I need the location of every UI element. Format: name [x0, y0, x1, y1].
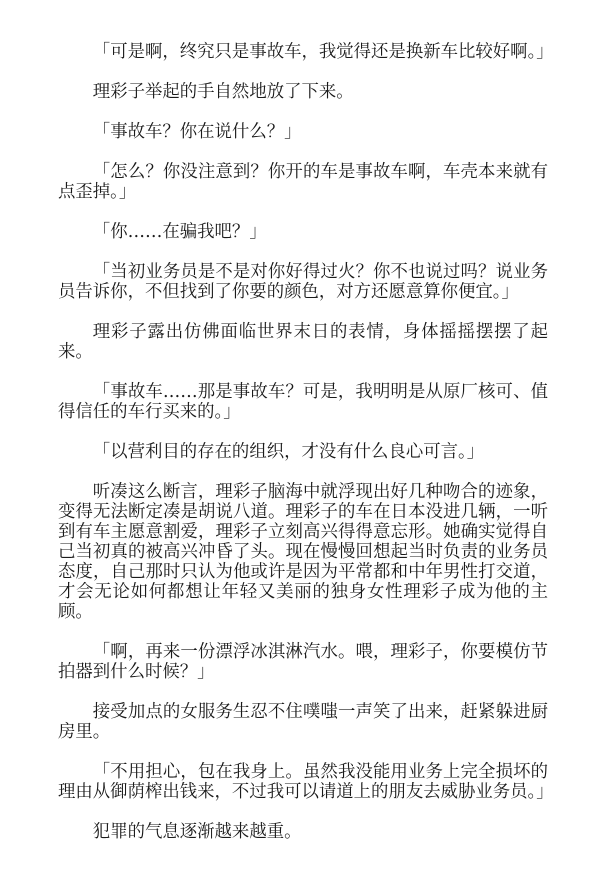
paragraph: 理彩子露出仿佛面临世界末日的表情，身体摇摇摆摆了起来。 [58, 322, 548, 362]
paragraph: 「不用担心，包在我身上。虽然我没能用业务上完全损坏的理由从御荫榨出钱来，不过我可以请道上的朋友去威胁业务员。」 [58, 762, 554, 802]
paragraph: 「怎么？你没注意到？你开的车是事故车啊，车壳本来就有点歪掉。」 [58, 162, 548, 202]
paragraph: 「事故车……那是事故车？可是，我明明是从原厂核可、值得信任的车行买来的。」 [58, 382, 548, 422]
paragraph: 「你……在骗我吧？」 [92, 222, 267, 242]
paragraph: 理彩子举起的手自然地放了下来。 [92, 82, 354, 102]
paragraph: 接受加点的女服务生忍不住噗嗤一声笑了出来，赶紧躲进厨房里。 [58, 702, 548, 742]
paragraph: 犯罪的气息逐渐越来越重。 [92, 822, 302, 842]
paragraph: 「当初业务员是不是对你好得过火？你不也说过吗？说业务员告诉你，不但找到了你要的颜色，对方还愿意算你便宜。」 [58, 262, 548, 302]
paragraph: 「以营利目的存在的组织，才没有什么良心可言。」 [92, 442, 485, 462]
document-page [58, 42, 554, 862]
paragraph: 「啊，再来一份漂浮冰淇淋汽水。喂，理彩子，你要模仿节拍器到什么时候？」 [58, 642, 548, 682]
paragraph: 「事故车？你在说什么？」 [92, 122, 302, 142]
paragraph: 「可是啊，终究只是事故车，我觉得还是换新车比较好啊。」 [92, 42, 554, 62]
paragraph: 听凑这么断言，理彩子脑海中就浮现出好几种吻合的迹象，变得无法断定凑是胡说八道。理彩子的车在日本没进几辆，一听到有车主愿意割爱，理彩子立刻高兴得得意忘形。她确实觉得自己当初真的被高兴冲昏了头。现在慢慢回想起当时负责的业务员态度，自己那时只认为他或许是因为平常都和中年男性打交道，才会无论如何都想让年轻又美丽的独身女性理彩子成为他的主顾。 [58, 482, 548, 622]
